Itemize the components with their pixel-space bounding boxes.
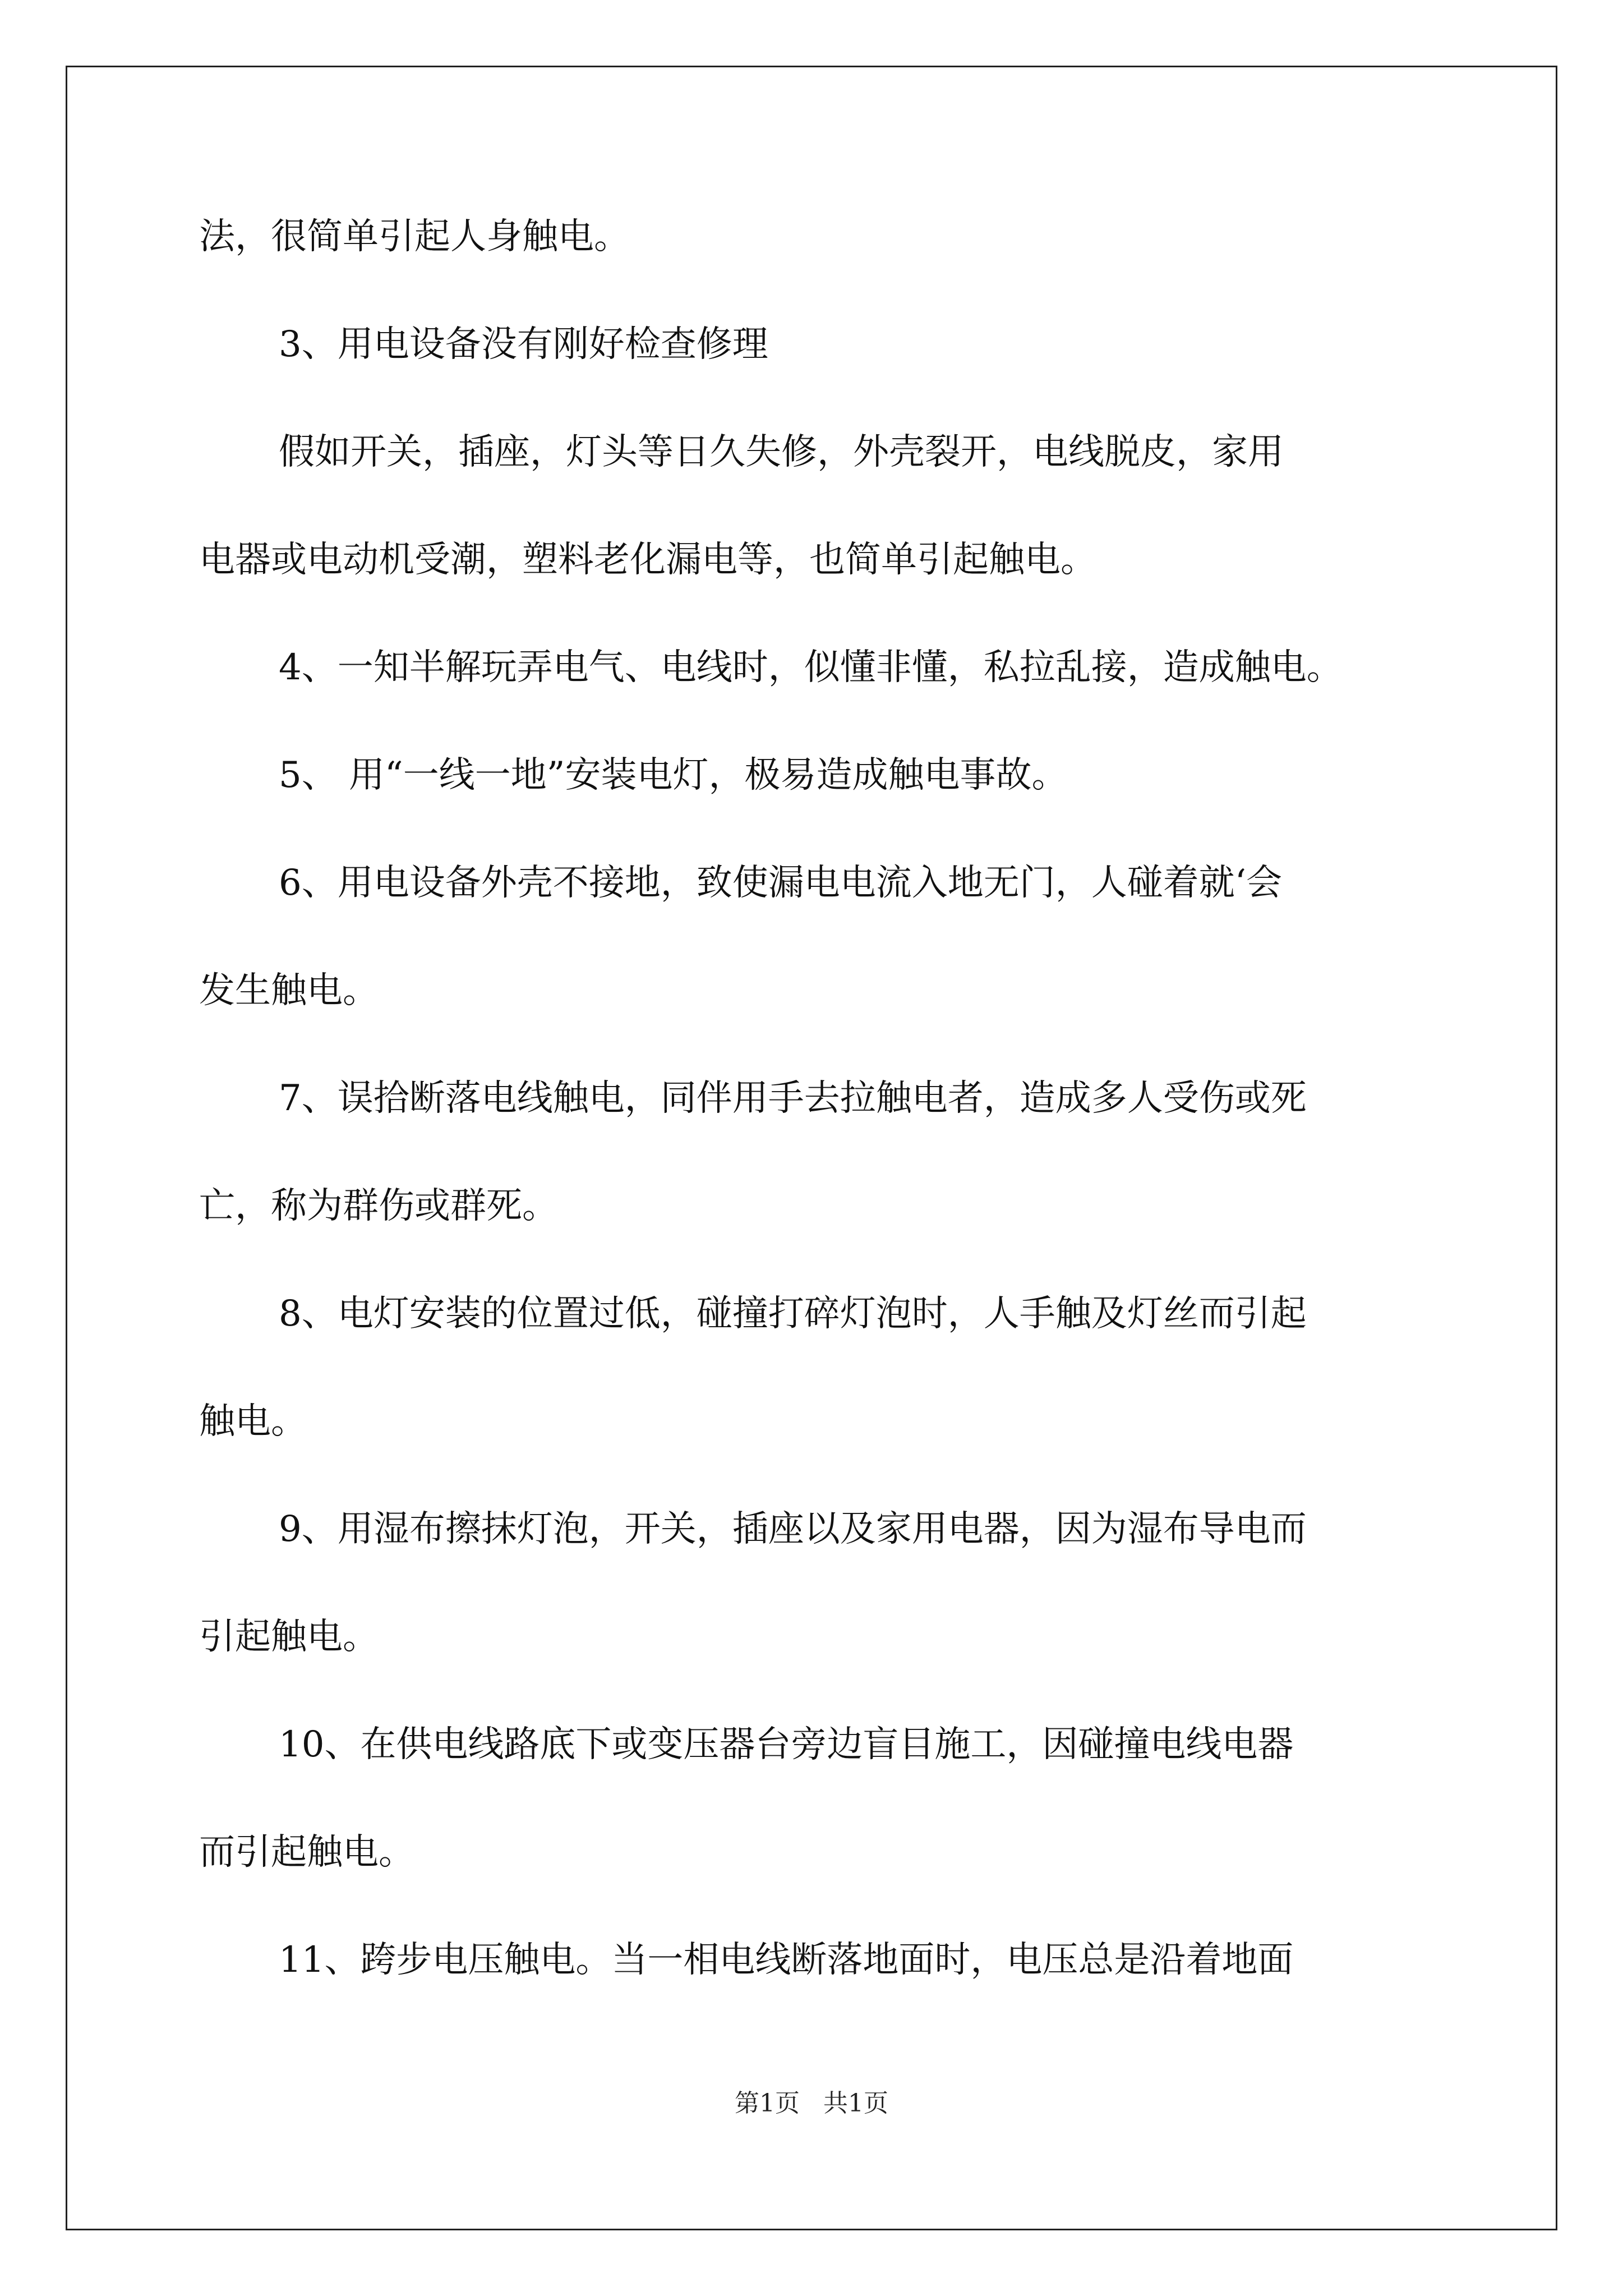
text-line-4: 电器或电动机受潮，塑料老化漏电等，也简单引起触电。 — [199, 539, 1096, 581]
text-line-6: 5、 用“一线一地”安装电灯，极易造成触电事故。 — [279, 754, 1068, 796]
text-line-11: 8、电灯安装的位置过低，碰撞打碎灯泡时，人手触及灯丝而引起 — [279, 1293, 1307, 1335]
page-number-footer: 第1页 共1页 — [735, 2089, 888, 2118]
text-line-9: 7、误拾断落电线触电，同伴用手去拉触电者，造成多人受伤或死 — [279, 1078, 1307, 1119]
text-line-17: 11、跨步电压触电。当一相电线断落地面时，电压总是沿着地面 — [279, 1939, 1294, 1981]
text-line-10: 亡，称为群伤或群死。 — [199, 1185, 558, 1227]
text-line-7: 6、用电设备外壳不接地，致使漏电电流入地无门，人碰着就‘会 — [279, 862, 1283, 904]
text-line-5: 4、一知半解玩弄电气、电线时，似懂非懂，私拉乱接，造成触电。 — [279, 647, 1343, 688]
text-line-14: 引起触电。 — [199, 1616, 379, 1658]
document-body — [199, 216, 1427, 2050]
text-line-16: 而引起触电。 — [199, 1832, 414, 1873]
text-line-8: 发生触电。 — [199, 970, 379, 1011]
text-line-1: 法，很简单引起人身触电。 — [199, 216, 630, 257]
text-line-12: 触电。 — [199, 1401, 307, 1442]
text-line-3: 假如开关，插座，灯头等日久失修，外壳裂开，电线脱皮，家用 — [279, 431, 1284, 473]
text-line-2: 3、用电设备没有刚好检查修理 — [279, 324, 768, 365]
text-line-15: 10、在供电线路底下或变压器台旁边盲目施工，因碰撞电线电器 — [279, 1724, 1294, 1765]
text-line-13: 9、用湿布擦抹灯泡，开关，插座以及家用电器，因为湿布导电而 — [279, 1508, 1307, 1550]
